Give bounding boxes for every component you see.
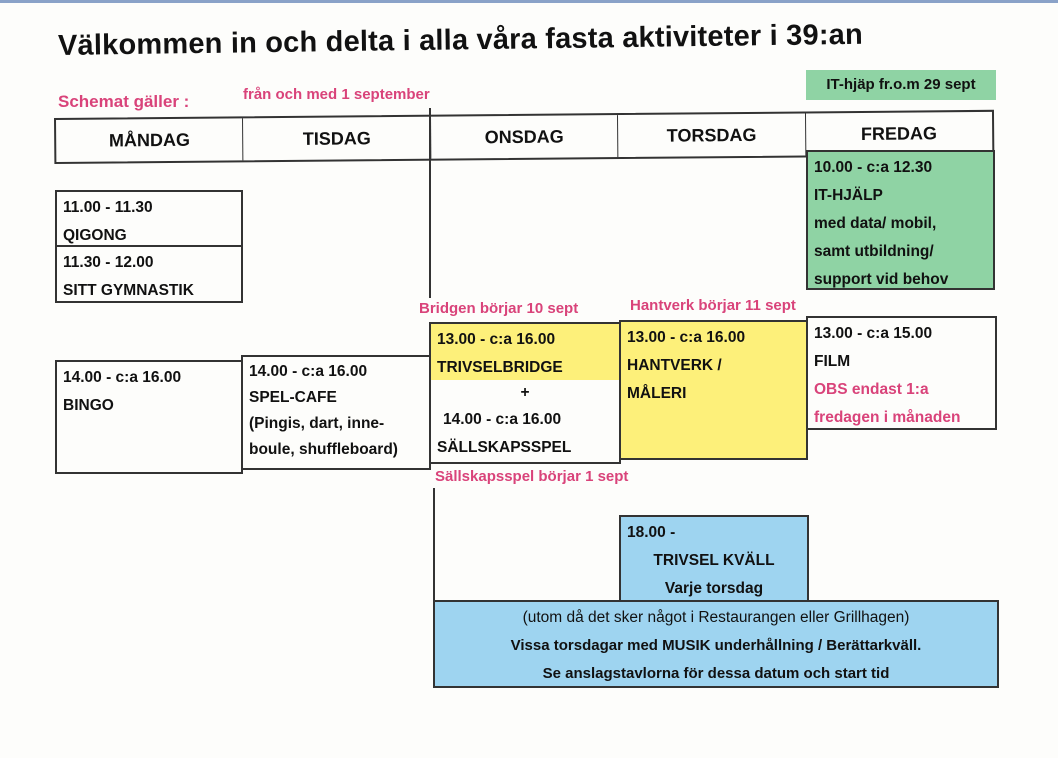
spel-cafe-detail-2: boule, shuffleboard)	[249, 441, 398, 458]
hantverk-time: 13.00 - c:a 16.00	[627, 329, 746, 346]
evening-time: 18.00 -	[627, 524, 676, 541]
film-note-2: fredagen i månaden	[814, 409, 961, 426]
handicraft-start-note: Hantverk börjar 11 sept	[630, 297, 796, 314]
activity-bingo	[55, 360, 243, 474]
bridge-start-note: Bridgen börjar 10 sept	[419, 300, 579, 317]
activity-trivselbridge	[431, 324, 619, 380]
games-name: SÄLLSKAPSSPEL	[437, 439, 572, 456]
bingo-name: BINGO	[63, 397, 114, 414]
it-help-line-1: med data/ mobil,	[814, 215, 937, 232]
evening-name: TRIVSEL KVÄLL	[653, 552, 775, 569]
schedule-from: från och med 1 september	[243, 86, 430, 103]
bingo-time: 14.00 - c:a 16.00	[63, 369, 182, 386]
it-help-line-2: samt utbildning/	[814, 243, 934, 260]
activity-trivsel-kvall	[619, 515, 809, 607]
plus-sign: +	[520, 384, 530, 401]
hantverk-name-1: HANTVERK /	[627, 357, 722, 374]
spel-cafe-detail-1: (Pingis, dart, inne-	[249, 415, 385, 432]
activity-qigong	[55, 190, 243, 247]
activity-spel-cafe	[241, 355, 431, 470]
page-title: Välkommen in och delta i alla våra fasta aktiviteter i 39:an	[57, 18, 864, 62]
evening-info-box	[433, 600, 999, 688]
it-help-banner: IT-hjäp fr.o.m 29 sept	[806, 70, 996, 100]
wednesday-column-line	[429, 108, 431, 298]
qigong-name: QIGONG	[63, 227, 127, 244]
spel-cafe-name: SPEL-CAFE	[249, 389, 337, 406]
activity-sitt-gymnastik	[55, 245, 243, 303]
it-help-time: 10.00 - c:a 12.30	[814, 159, 933, 176]
gym-time: 11.30 - 12.00	[63, 254, 154, 271]
film-note-1: OBS endast 1:a	[814, 381, 929, 398]
games-start-note: Sällskapsspel börjar 1 sept	[435, 468, 629, 485]
gym-name: SITT GYMNASTIK	[63, 282, 194, 299]
evening-info-line-2: Vissa torsdagar med MUSIK underhållning / Berättarkväll.	[510, 637, 922, 654]
bridge-time: 13.00 - c:a 16.00	[437, 331, 556, 348]
games-time: 14.00 - c:a 16.00	[443, 411, 562, 428]
wednesday-afternoon-box	[429, 322, 621, 464]
schedule-label: Schemat gäller :	[58, 92, 190, 111]
evening-info-line-3: Se anslagstavlorna för dessa datum och start tid	[542, 665, 890, 682]
day-header-thursday: TORSDAG	[618, 113, 806, 157]
film-time: 13.00 - c:a 15.00	[814, 325, 933, 342]
spel-cafe-time: 14.00 - c:a 16.00	[249, 363, 368, 380]
activity-it-help	[806, 150, 995, 290]
qigong-time: 11.00 - 11.30	[63, 199, 153, 216]
activity-film	[806, 316, 997, 430]
it-help-line-3: support vid behov	[814, 271, 949, 288]
day-header-wednesday: ONSDAG	[431, 115, 619, 159]
hantverk-name-2: MÅLERI	[627, 385, 687, 402]
evening-info-line-1: (utom då det sker något i Restaurangen eller Grillhagen)	[522, 609, 910, 626]
evening-left-line	[433, 488, 435, 606]
activity-hantverk	[619, 320, 808, 460]
day-header-monday: MÅNDAG	[56, 118, 244, 162]
film-name: FILM	[814, 353, 851, 370]
scan-edge	[0, 0, 1058, 3]
day-header-tuesday: TISDAG	[243, 117, 431, 161]
day-header-friday: FREDAG	[860, 122, 938, 144]
bridge-name: TRIVSELBRIDGE	[437, 359, 563, 376]
activity-sallskapsspel	[431, 406, 619, 462]
it-help-name: IT-HJÄLP	[814, 187, 883, 204]
evening-every: Varje torsdag	[664, 580, 764, 597]
